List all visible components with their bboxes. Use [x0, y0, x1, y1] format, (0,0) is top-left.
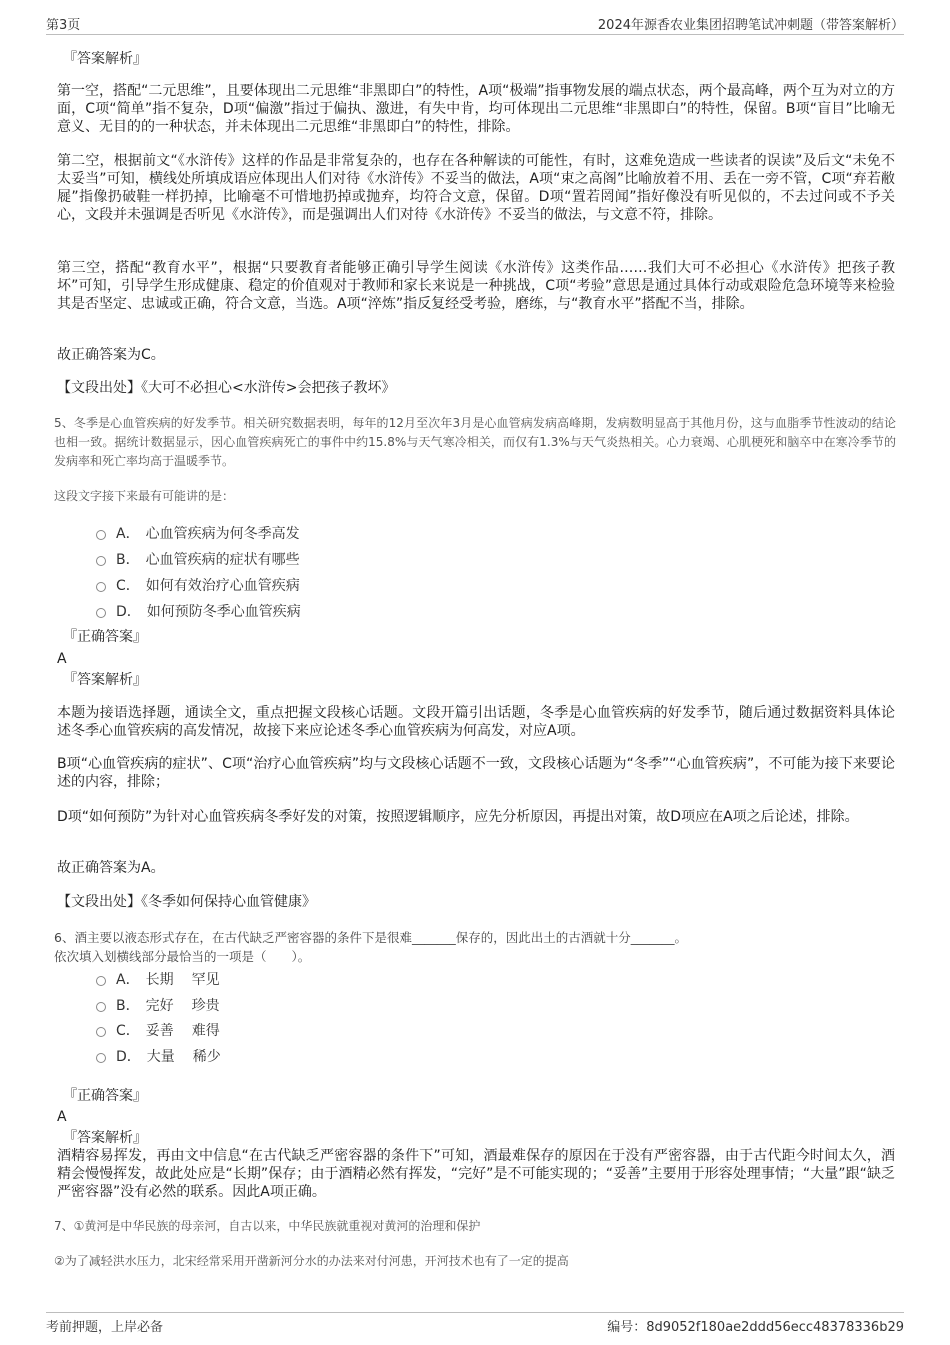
q5-option-d[interactable]: D． 如何预防冬季心血管疾病: [96, 601, 301, 621]
radio-icon[interactable]: [96, 582, 106, 592]
q4-conclusion: 故正确答案为C。: [57, 347, 165, 363]
q6-option-d[interactable]: D． 大量 稀少: [96, 1046, 221, 1066]
q6-prompt: 依次填入划横线部分最恰当的一项是（ ）。: [54, 949, 311, 964]
q6-answer-heading: 『正确答案』: [63, 1088, 147, 1104]
q6-answer: A: [57, 1109, 67, 1125]
q4-analysis-para-1: 第一空，搭配“二元思维”，且要体现出二元思维“非黑即白”的特性，A项“极端”指事物发展的端点状态，两个最高峰，两个互为对立的方面，C项“简单”指不复杂，D项“偏激”指过于偏执、激进，有失中肯，均可体现出二元思维“非黑即白”的特性，保留。B项“盲目”比喻无意义、无目的的一种状态，并未体现出二元思维“非黑即白”的特性，排除。: [57, 83, 895, 135]
q6-analysis-heading: 『答案解析』: [63, 1130, 147, 1146]
document-title: 2024年源香农业集团招聘笔试冲刺题（带答案解析）: [597, 18, 904, 33]
q5-stem: 5、冬季是心血管疾病的好发季节。相关研究数据表明，每年的12月至次年3月是心血管病发病高峰期，发病数明显高于其他月份，这与血脂季节性波动的结论也相一致。据统计数据显示，因心血管疾病死亡的事件中约15.8%与天气寒冷相关，而仅有1.3%与天气炎热相关。心力衰竭、心肌梗死和脑卒中在寒冷季节的发病率和死亡率均高于温暖季节。: [54, 416, 896, 468]
q5-option-a[interactable]: A． 心血管疾病为何冬季高发: [96, 523, 300, 543]
footer-serial: 编号：8d9052f180ae2ddd56ecc48378336b29: [607, 1320, 904, 1335]
q6-analysis: 酒精容易挥发，再由文中信息“在古代缺乏严密容器的条件下”可知，酒最难保存的原因在于没有严密容器，由于古代距今时间太久，酒精会慢慢挥发，故此处应是“长期”保存；由于酒精必然有挥发，“完好”是不可能实现的；“妥善”主要用于形容处理事情；“大量”跟“缺乏严密容器”没有必然的联系。因此A项正确。: [57, 1148, 895, 1200]
q6-option-c[interactable]: C． 妥善 难得: [96, 1020, 220, 1040]
radio-icon[interactable]: [96, 1027, 106, 1037]
radio-icon[interactable]: [96, 530, 106, 540]
radio-icon[interactable]: [96, 1002, 106, 1012]
q5-source: 【文段出处】《冬季如何保持心血管健康》: [57, 894, 316, 910]
q5-answer: A: [57, 651, 67, 667]
q4-analysis-para-2: 第二空，根据前文“《水浒传》这样的作品是非常复杂的，也存在各种解读的可能性，有时，这难免造成一些读者的误读”及后文“未免不太妥当”可知，横线处所填成语应体现出人们对待《水浒传》不妥当的做法，A项“束之高阁”比喻放着不用、丢在一旁不管，C项“弃若敝屣”指像扔破鞋一样扔掉，比喻毫不可惜地扔掉或抛弃，均符合文意，保留。D项“置若罔闻”指好像没有听见似的，不去过问或不予关心，文段并未强调是否听见《水浒传》，而是强调出人们对待《水浒传》不妥当的做法，与文意不符，排除。: [57, 153, 895, 223]
page-number: 第3页: [46, 18, 81, 33]
q5-prompt: 这段文字接下来最有可能讲的是：: [54, 489, 235, 503]
q5-conclusion: 故正确答案为A。: [57, 860, 165, 876]
radio-icon[interactable]: [96, 556, 106, 566]
q5-analysis-para-1: 本题为接语选择题，通读全文，重点把握文段核心话题。文段开篇引出话题，冬季是心血管疾病的好发季节，随后通过数据资料具体论述冬季心血管疾病的高发情况，故接下来应论述冬季心血管疾病为何高发，对应A项。: [57, 705, 895, 739]
radio-icon[interactable]: [96, 1053, 106, 1063]
q7-line-1: 7、①黄河是中华民族的母亲河，自古以来，中华民族就重视对黄河的治理和保护: [54, 1219, 481, 1233]
q6-option-a[interactable]: A． 长期 罕见: [96, 969, 220, 989]
q5-analysis-para-2: B项“心血管疾病的症状”、C项“治疗心血管疾病”均与文段核心话题不一致，文段核心话题为“冬季”“心血管疾病”，不可能为接下来要论述的内容，排除；: [57, 756, 895, 790]
q5-answer-heading: 『正确答案』: [63, 629, 147, 645]
q4-analysis-para-3: 第三空，搭配“教育水平”，根据“只要教育者能够正确引导学生阅读《水浒传》这类作品……我们大可不必担心《水浒传》把孩子教坏”可知，引导学生形成健康、稳定的价值观对于教师和家长来说是一种挑战，C项“考验”意思是通过具体行动或艰险危急环境等来检验其是否坚定、忠诚或正确，符合文意，当选。A项“淬炼”指反复经受考验，磨练，与“教育水平”搭配不当，排除。: [57, 260, 895, 312]
q5-analysis-para-3: D项“如何预防”为针对心血管疾病冬季好发的对策，按照逻辑顺序，应先分析原因，再提出对策，故D项应在A项之后论述，排除。: [57, 809, 859, 825]
q4-analysis-heading: 『答案解析』: [63, 51, 147, 67]
q6-option-b[interactable]: B． 完好 珍贵: [96, 995, 220, 1015]
q7-line-2: ②为了减轻洪水压力，北宋经常采用开凿新河分水的办法来对付河患，开河技术也有了一定的提高: [54, 1254, 569, 1268]
q4-source: 【文段出处】《大可不必担心<水浒传>会把孩子教坏》: [57, 380, 396, 396]
q6-stem: 6、酒主要以液态形式存在，在古代缺乏严密容器的条件下是很难_______保存的，因此出土的古酒就十分_______。: [54, 930, 687, 945]
page-header: [46, 14, 904, 35]
radio-icon[interactable]: [96, 976, 106, 986]
radio-icon[interactable]: [96, 608, 106, 618]
q5-analysis-heading: 『答案解析』: [63, 672, 147, 688]
footer-slogan: 考前押题，上岸必备: [46, 1320, 164, 1335]
q5-option-b[interactable]: B． 心血管疾病的症状有哪些: [96, 549, 300, 569]
q5-option-c[interactable]: C． 如何有效治疗心血管疾病: [96, 575, 300, 595]
page-footer: [46, 1312, 904, 1335]
